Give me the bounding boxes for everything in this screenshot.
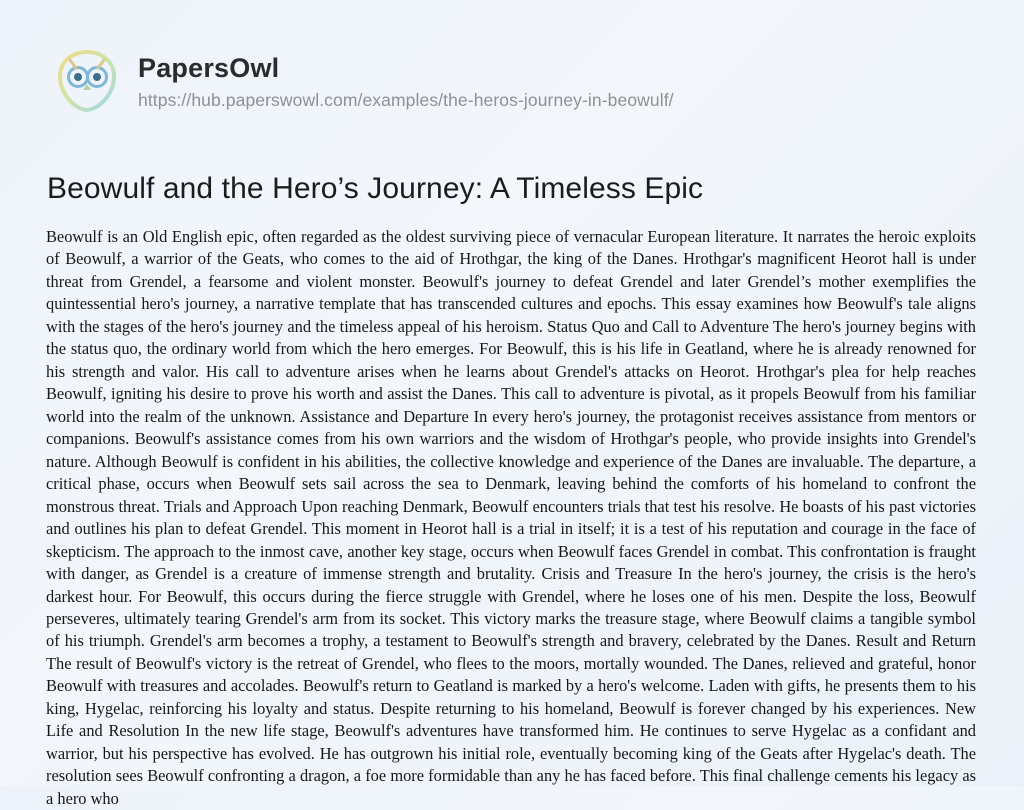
document-body-text: Beowulf is an Old English epic, often regarded as the oldest surviving piece of vernacular European literature. It narrates the heroic exploits of Beowulf, a warrior of the Geats, who comes to the aid of Hrothgar, the king of the Danes. Hrothgar's magnificent Heorot hall is under threat from Grendel, a fearsome and violent monster. Beowulf's journey to defeat Grendel and later Grendel’s mother exemplifies the quintessential hero's journey, a narrative template that has transcended cultures and epochs. This essay examines how Beowulf's tale aligns with the stages of the hero's journey and the timeless appeal of his heroism. Status Quo and Call to Adventure The hero's journey begins with the status quo, the ordinary world from which the hero emerges. For Beowulf, this is his life in Geatland, where he is already renowned for his strength and valor. His call to adventure arises when he learns about Grendel's attacks on Heorot. Hrothgar's plea for help reaches Beowulf, igniting his desire to prove his worth and assist the Danes. This call to adventure is pivotal, as it propels Beowulf from his familiar world into the realm of the unknown. Assistance and Departure In every hero's journey, the protagonist receives assistance from mentors or companions. Beowulf's assistance comes from his own warriors and the wisdom of Hrothgar's people, who provide insights into Grendel's nature. Although Beowulf is confident in his abilities, the collective knowledge and experience of the Danes are invaluable. The departure, a critical phase, occurs when Beowulf sets sail across the sea to Denmark, leaving behind the comforts of his homeland to confront the monstrous threat. Trials and Approach Upon reaching Denmark, Beowulf encounters trials that test his resolve. He boasts of his past victories and outlines his plan to defeat Grendel. This moment in Heorot hall is a trial in itself; it is a test of his reputation and courage in the face of skepticism. The approach to the inmost cave, another key stage, occurs when Beowulf faces Grendel in combat. This confrontation is fraught with danger, as Grendel is a creature of immense strength and brutality. Crisis and Treasure In the hero's journey, the crisis is the hero's darkest hour. For Beowulf, this occurs during the fierce struggle with Grendel, where he loses one of his men. Despite the loss, Beowulf perseveres, ultimately tearing Grendel's arm from its socket. This victory marks the treasure stage, where Beowulf claims a tangible symbol of his triumph. Grendel's arm becomes a trophy, a testament to Beowulf's strength and bravery, celebrated by the Danes. Result and Return The result of Beowulf's victory is the retreat of Grendel, who flees to the moors, mortally wounded. The Danes, relieved and grateful, honor Beowulf with treasures and accolades. Beowulf's return to Geatland is marked by a hero's welcome. Laden with gifts, he presents them to his king, Hygelac, reinforcing his loyalty and status. Despite returning to his homeland, Beowulf is forever changed by his experiences. New Life and Resolution In the new life stage, Beowulf's adventures have transformed him. He continues to serve Hygelac as a confidant and warrior, but his perspective has evolved. He has outgrown his initial role, eventually becoming king of the Geats after Hygelac's death. The resolution sees Beowulf confronting a dragon, a foe more formidable than any he has faced before. This final challenge cements his legacy as a hero who [46,227,976,808]
source-url[interactable]: https://hub.paperswowl.com/examples/the-heros-journey-in-beowulf/ [138,89,674,110]
site-header [44,46,980,116]
page-title: Beowulf and the Hero’s Journey: A Timeless Epic [47,172,704,205]
owl-logo-icon [52,46,122,116]
brand-block [138,46,674,111]
brand-name: PapersOwl [138,53,280,83]
